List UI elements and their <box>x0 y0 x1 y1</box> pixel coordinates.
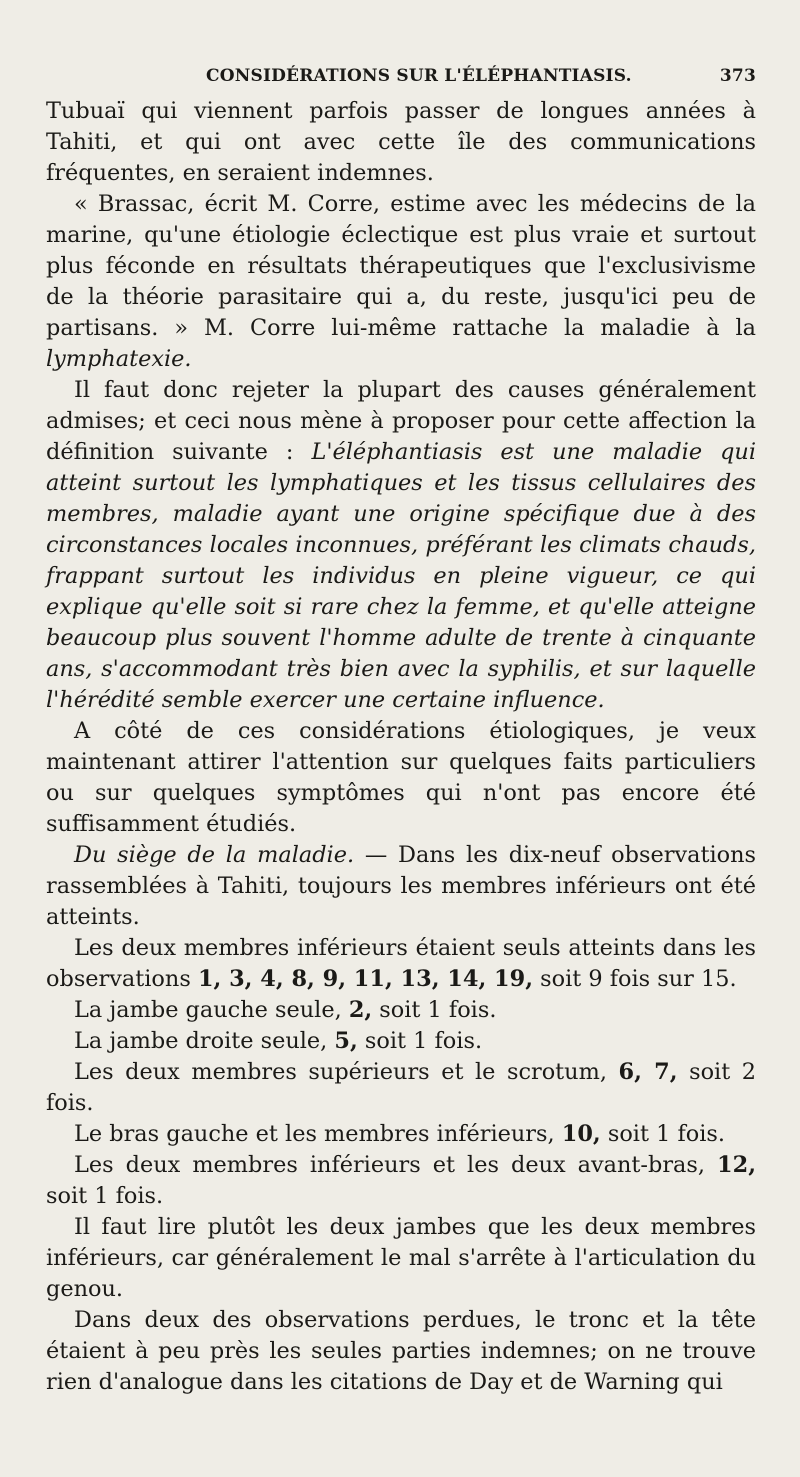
body-text <box>46 96 756 1398</box>
text-run: soit 1 fois. <box>46 1183 164 1209</box>
text-run: soit 2 fois. <box>46 1059 757 1116</box>
paragraph <box>46 995 756 1026</box>
text-run: — Dans les dix-neuf observations rassemblées à Tahiti, toujours les membres inférieurs ont été atteints. <box>46 842 756 930</box>
paragraph <box>46 375 756 716</box>
text-run: Il faut lire plutôt les deux jambes que les deux membres inférieurs, car généralement le mal s'arrête à l'articulation du genou. <box>46 1214 756 1302</box>
italic-text: lymphatexie. <box>46 346 192 372</box>
text-run: A côté de ces considérations étiologiques, je veux maintenant attirer l'attention sur quelques faits particuliers ou sur quelques symptômes qui n'ont pas encore été suffisamment étudiés. <box>46 718 756 837</box>
bold-numbers: 12, <box>717 1152 756 1178</box>
paragraph <box>46 1212 756 1305</box>
running-title: CONSIDÉRATIONS SUR L'ÉLÉPHANTIASIS. <box>206 66 632 86</box>
bold-numbers: 6, 7, <box>618 1059 678 1085</box>
text-run: soit 9 fois sur 15. <box>533 966 737 992</box>
text-run: Les deux membres supérieurs et le scrotum, <box>74 1059 619 1085</box>
text-run: Dans deux des observations perdues, le tronc et la tête étaient à peu près les seules parties indemnes; on ne trouve rien d'analogue dans les citations de Day et de Warning qui <box>46 1307 756 1395</box>
paragraph <box>46 1057 756 1119</box>
text-run: soit 1 fois. <box>600 1121 725 1147</box>
text-run: La jambe droite seule, <box>74 1028 335 1054</box>
bold-numbers: 1, 3, 4, 8, 9, 11, 13, 14, 19, <box>197 966 533 992</box>
paragraph <box>46 96 756 189</box>
paragraph <box>46 716 756 840</box>
paragraph <box>46 189 756 375</box>
text-run: « Brassac, écrit M. Corre, estime avec les médecins de la marine, qu'une étiologie éclectique est plus vraie et surtout plus féconde en résultats thérapeutiques que l'exclusivisme de la théorie parasitaire qui a, du reste, jusqu'ici peu de partisans. » M. Corre lui-même rattache la maladie à la <box>46 191 756 341</box>
bold-numbers: 5, <box>334 1028 358 1054</box>
text-run: Le bras gauche et les membres inférieurs, <box>74 1121 562 1147</box>
paragraph <box>46 933 756 995</box>
text-run: Tubuaï qui viennent parfois passer de longues années à Tahiti, et qui ont avec cette île des communications fréquentes, en seraient indemnes. <box>46 98 756 186</box>
bold-numbers: 2, <box>348 997 373 1023</box>
paragraph <box>46 840 756 933</box>
paragraph <box>46 1119 756 1150</box>
paragraph <box>46 1150 756 1212</box>
text-run: Il faut donc rejeter la plupart des causes généralement admises; et ceci nous mène à proposer pour cette affection la définition suivante : <box>46 377 756 465</box>
text-run: Les deux membres inférieurs et les deux avant-bras, <box>74 1152 718 1178</box>
text-run: La jambe gauche seule, <box>74 997 349 1023</box>
italic-text: L'éléphantiasis est une maladie qui atteint surtout les lymphatiques et les tissus cellulaires des membres, maladie ayant une origine spécifique due à des circonstances locales inconnues, préférant les climats chauds, frappant surtout les individus en pleine vigueur, ce qui explique qu'elle soit si rare chez la femme, et qu'elle atteigne beaucoup plus souvent l'homme adulte de trente à cinquante ans, s'accommodant très bien avec la syphilis, et sur laquelle l'hérédité semble exercer une certaine influence. <box>46 439 756 713</box>
text-run: soit 1 fois. <box>357 1028 483 1054</box>
paragraph <box>46 1026 756 1057</box>
page-number: 373 <box>719 66 756 86</box>
text-run: Les deux membres inférieurs étaient seuls atteints dans les observations <box>46 935 756 992</box>
bold-numbers: 10, <box>561 1121 601 1147</box>
paragraph <box>46 1305 756 1398</box>
italic-text: Du siège de la maladie. <box>74 842 355 868</box>
running-header <box>206 66 756 86</box>
text-run: soit 1 fois. <box>372 997 497 1023</box>
